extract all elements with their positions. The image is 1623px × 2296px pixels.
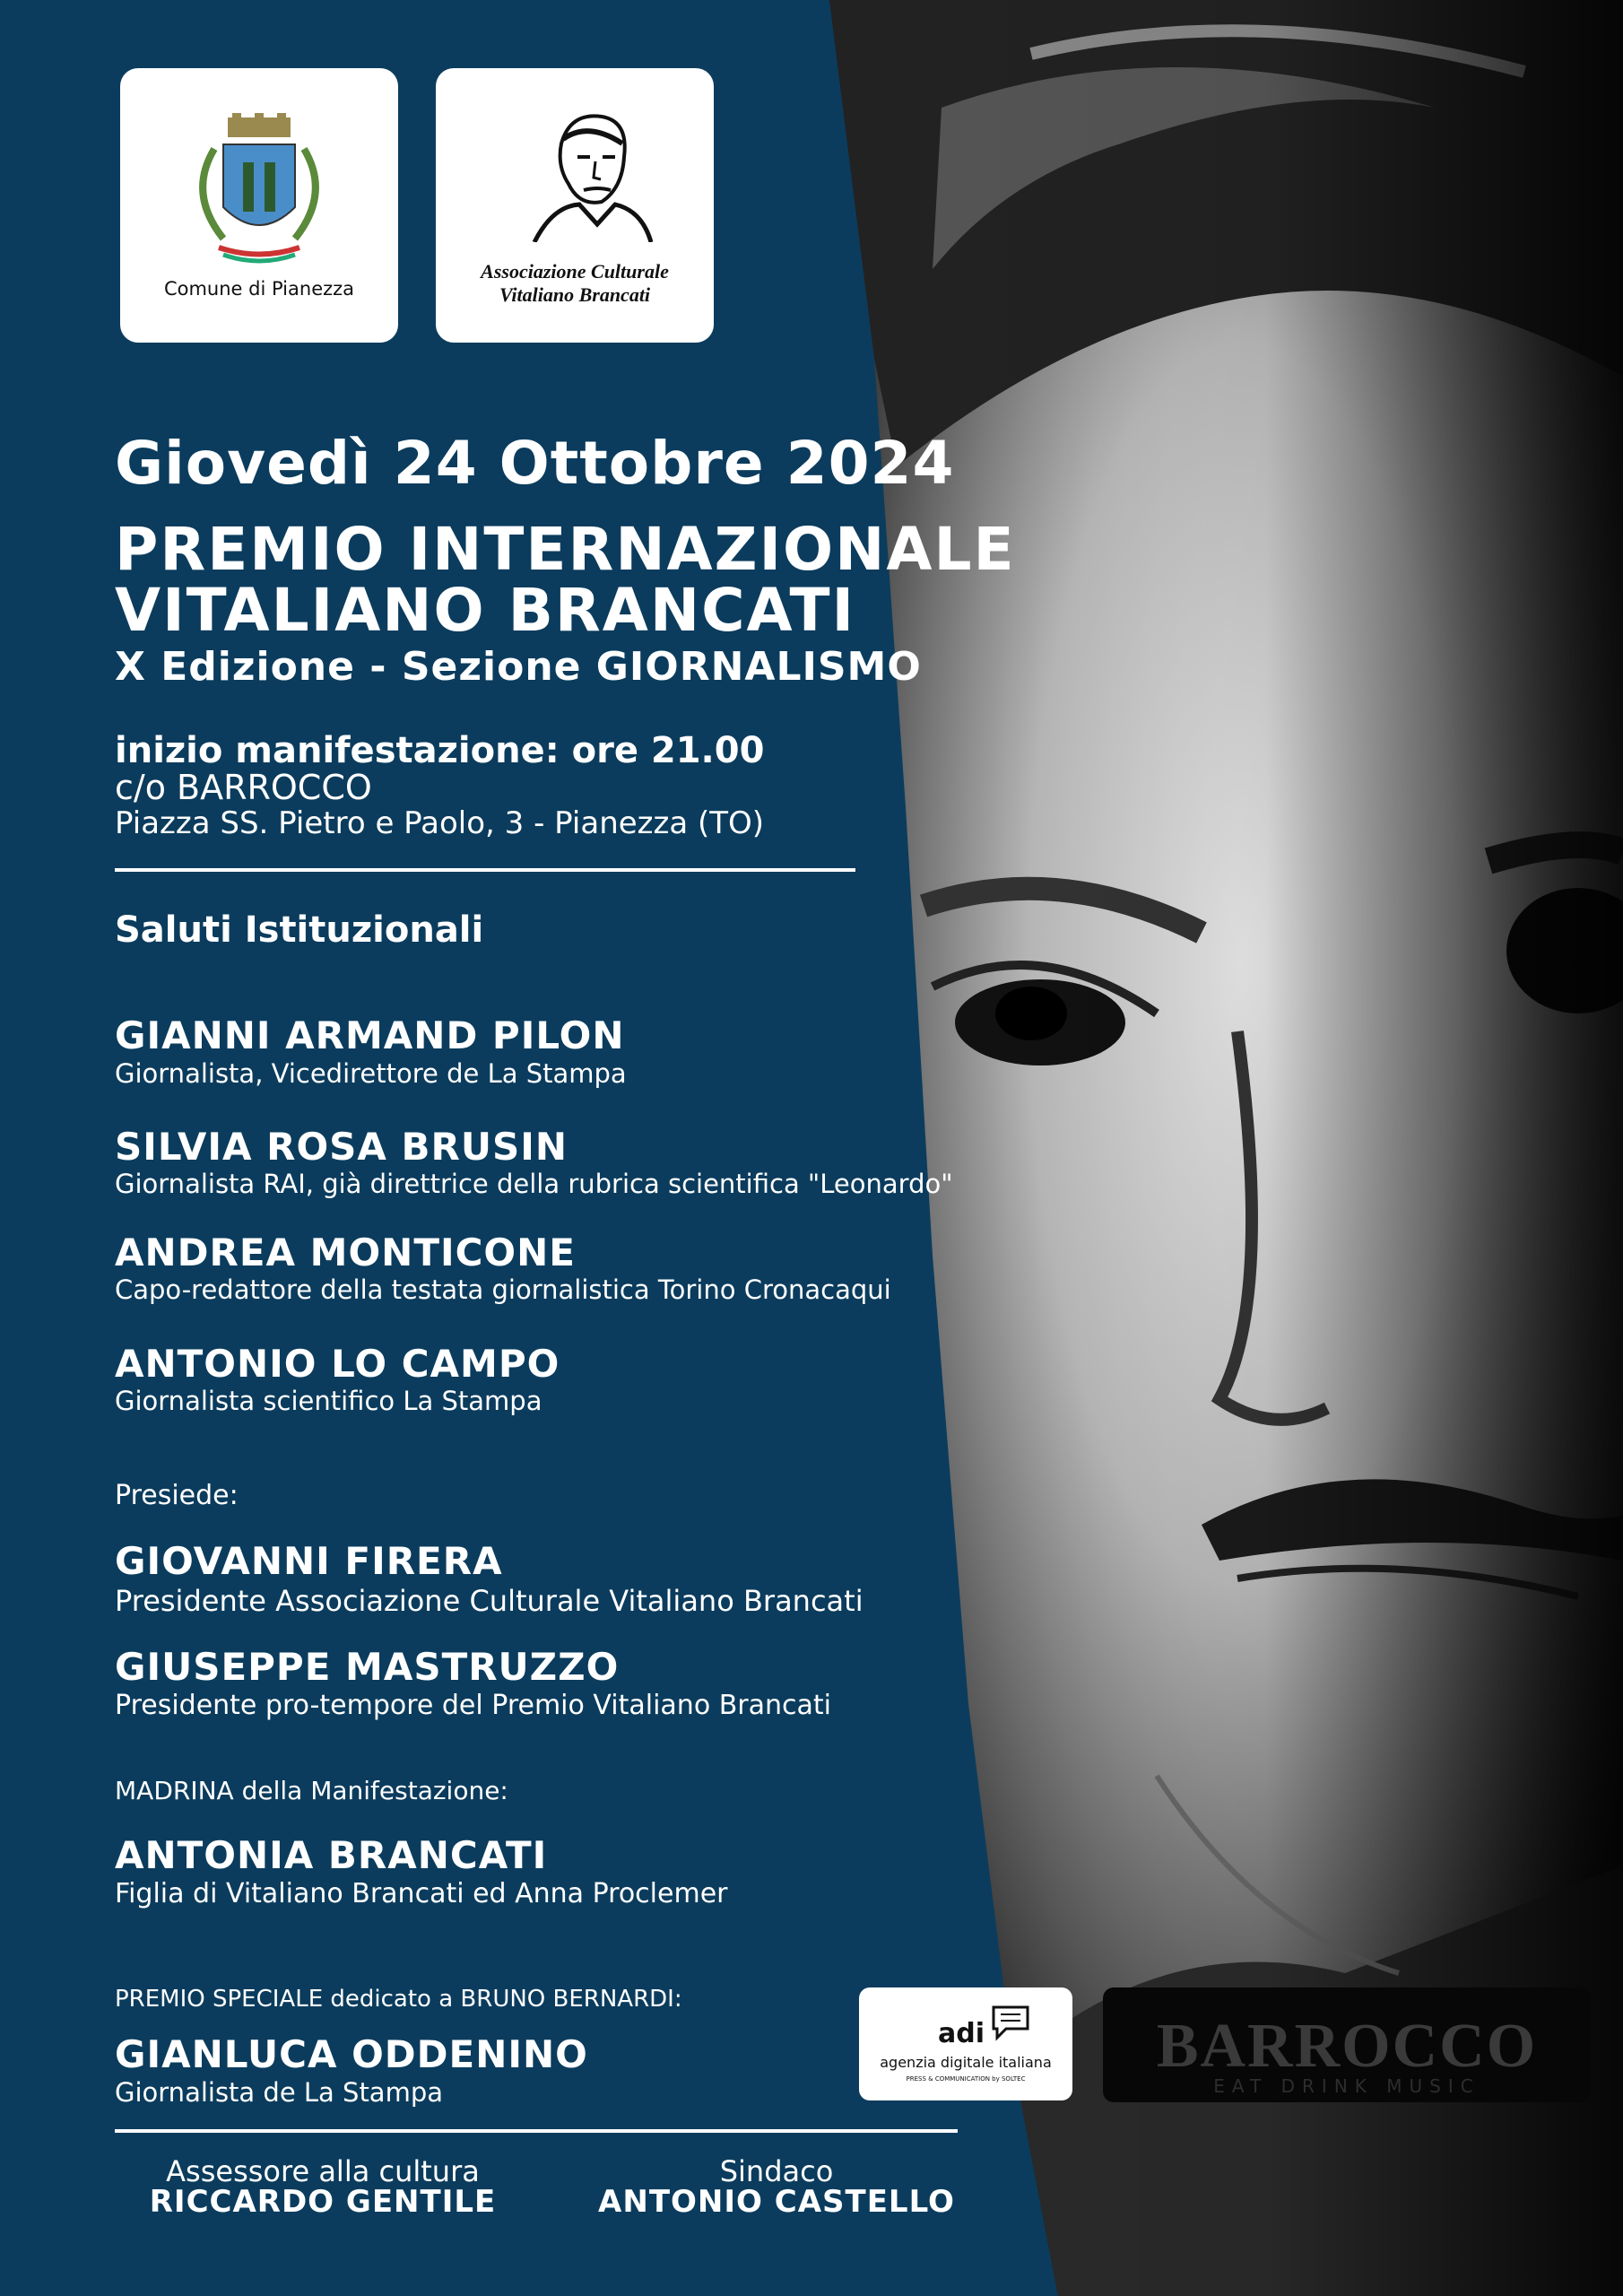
barrocco-tagline: EAT DRINK MUSIC	[1213, 2075, 1480, 2097]
speaker-name: ANTONIO LO CAMPO	[115, 1342, 560, 1386]
event-title-line1: PREMIO INTERNAZIONALE	[115, 515, 1016, 584]
godmother-name: ANTONIA BRANCATI	[115, 1833, 548, 1877]
section-greetings: Saluti Istituzionali	[115, 909, 484, 951]
event-subtitle: X Edizione - Sezione GIORNALISMO	[115, 644, 922, 690]
footer-right	[597, 2154, 956, 2220]
footer-left-role: Assessore alla cultura	[166, 2154, 480, 2188]
chair-role: Presidente pro-tempore del Premio Vitaliano Brancati	[115, 1690, 831, 1721]
speaker-name: SILVIA ROSA BRUSIN	[115, 1125, 568, 1169]
footer-left	[143, 2154, 502, 2220]
event-start-time: inizio manifestazione: ore 21.00	[115, 730, 765, 771]
speaker-role: Giornalista RAI, già direttrice della rubrica scientifica "Leonardo"	[115, 1169, 953, 1199]
association-label-line2: Vitaliano Brancati	[499, 283, 651, 306]
chair-name: GIOVANNI FIRERA	[115, 1539, 503, 1583]
adi-logo: adi	[938, 2018, 985, 2049]
godmother-role: Figlia di Vitaliano Brancati ed Anna Proclemer	[115, 1878, 728, 1909]
writer-portrait-icon	[516, 108, 660, 242]
event-venue: c/o BARROCCO	[115, 768, 372, 807]
barrocco-logo: BARROCCO	[1156, 2012, 1538, 2081]
adi-tagline: PRESS & COMMUNICATION by SOLTEC	[906, 2075, 1026, 2083]
footer-right-name: ANTONIO CASTELLO	[598, 2184, 955, 2220]
footer-left-name: RICCARDO GENTILE	[149, 2184, 497, 2220]
barrocco-logo-card	[1103, 1987, 1591, 2102]
event-title-line2: VITALIANO BRANCATI	[115, 576, 856, 645]
association-logo-card	[436, 68, 714, 343]
adi-logo-card	[859, 1987, 1072, 2100]
association-label-line1: Associazione Culturale	[481, 260, 669, 283]
speaker-name: ANDREA MONTICONE	[115, 1231, 576, 1274]
special-award-role: Giornalista de La Stampa	[115, 2077, 444, 2108]
speaker-role: Giornalista, Vicedirettore de La Stampa	[115, 1058, 627, 1089]
chair-name: GIUSEPPE MASTRUZZO	[115, 1645, 620, 1689]
divider-top	[115, 868, 855, 872]
comune-logo-card	[120, 68, 398, 343]
divider-bottom	[115, 2129, 958, 2133]
footer-right-role: Sindaco	[719, 2154, 834, 2188]
speaker-role: Giornalista scientifico La Stampa	[115, 1386, 542, 1416]
comune-label: Comune di Pianezza	[163, 278, 355, 300]
event-address: Piazza SS. Pietro e Paolo, 3 - Pianezza (TO)	[115, 805, 765, 841]
event-date: Giovedì 24 Ottobre 2024	[115, 429, 955, 498]
section-special-award: PREMIO SPECIALE dedicato a BRUNO BERNARDI:	[115, 1986, 682, 2013]
section-godmother: MADRINA della Manifestazione:	[115, 1776, 508, 1805]
speaker-role: Capo-redattore della testata giornalistica Torino Cronacaqui	[115, 1274, 891, 1305]
section-chair: Presiede:	[115, 1480, 239, 1511]
speaker-name: GIANNI ARMAND PILON	[115, 1013, 625, 1057]
chair-role: Presidente Associazione Culturale Vitaliano Brancati	[115, 1584, 864, 1618]
special-award-name: GIANLUCA ODDENINO	[115, 2032, 588, 2076]
coat-of-arms-icon	[187, 113, 331, 274]
adi-name: agenzia digitale italiana	[880, 2054, 1052, 2071]
speech-bubble-icon	[990, 2004, 1031, 2041]
